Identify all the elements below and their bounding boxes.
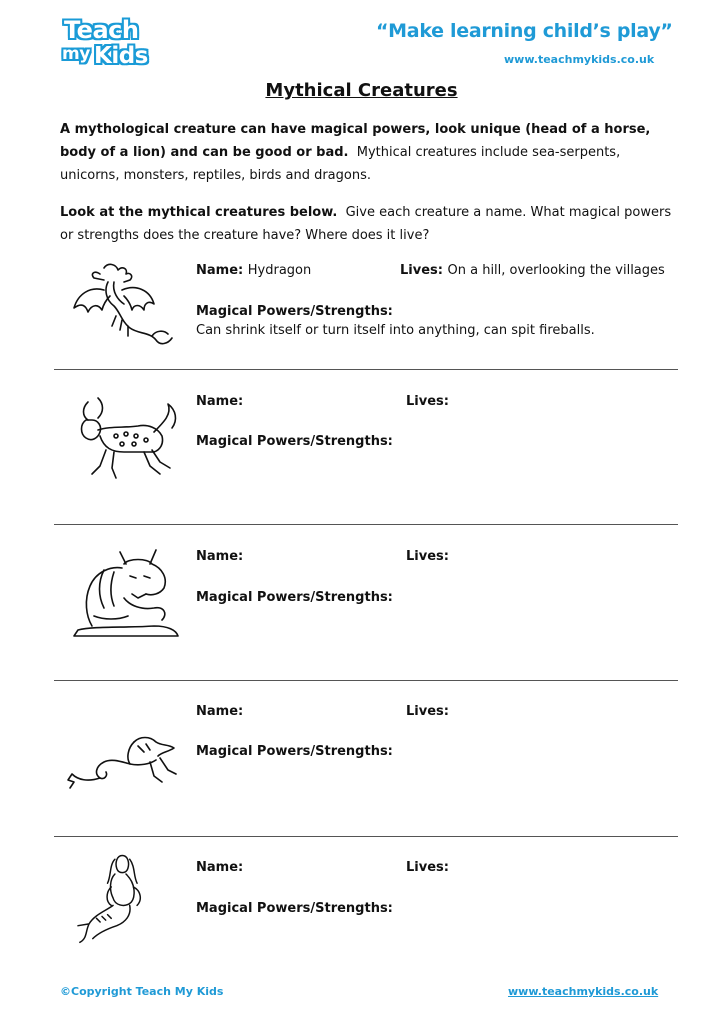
powers-label: Magical Powers/Strengths: [196, 304, 393, 319]
name-label: Name: [196, 263, 244, 278]
merman-illustration [64, 850, 188, 946]
page-title: Mythical Creatures [265, 80, 458, 101]
dragon-illustration [64, 260, 188, 356]
instructions-paragraph [60, 201, 680, 247]
powers-label-5: Magical Powers/Strengths: [196, 901, 393, 916]
intro-text: Mythical creatures include sea-serpents, unicorns, monsters, reptiles, birds and dragons. [60, 145, 621, 183]
powers-label-4: Magical Powers/Strengths: [196, 744, 393, 759]
name-label-2: Name: [196, 394, 244, 409]
logo-text-my: my [62, 44, 90, 64]
sea-serpent-icon [64, 716, 188, 812]
name-value: Hydragon [247, 263, 312, 278]
intro-bold-text: A mythological creature can have magical powers, look unique (head of a horse, body of a lion) and can be good or bad. [60, 122, 651, 160]
lives-label-2: Lives: [406, 394, 449, 409]
lives-label-5: Lives: [406, 860, 449, 875]
teach-my-kids-logo [60, 14, 162, 76]
horned-beast-icon [64, 392, 188, 488]
lives-value: On a hill, overlooking the villages [447, 263, 665, 278]
lives-label-3: Lives: [406, 549, 449, 564]
footer-website-link[interactable]: www.teachmykids.co.uk [508, 985, 659, 998]
row-divider [54, 524, 678, 525]
name-label-3: Name: [196, 549, 244, 564]
tagline: “Make learning child’s play” [376, 20, 673, 42]
gargoyle-icon [64, 546, 188, 642]
row-divider [54, 836, 678, 837]
powers-label-2: Magical Powers/Strengths: [196, 434, 393, 449]
horned-beast-illustration [64, 392, 188, 488]
lives-label: Lives: [400, 263, 443, 278]
name-label-5: Name: [196, 860, 244, 875]
logo-text-kids: Kids [94, 43, 148, 69]
dragon-icon [64, 260, 188, 356]
logo-text-teach: Teach [64, 16, 139, 44]
lives-label-4: Lives: [406, 704, 449, 719]
lives-field [400, 263, 665, 278]
powers-label-3: Magical Powers/Strengths: [196, 590, 393, 605]
instructions-bold-text: Look at the mythical creatures below. [60, 205, 338, 220]
sea-serpent-illustration [64, 716, 188, 812]
powers-value: Can shrink itself or turn itself into anything, can spit fireballs. [196, 323, 595, 338]
row-divider [54, 369, 678, 370]
instructions-text: Give each creature a name. What magical powers or strengths does the creature have? Where does it live? [60, 205, 672, 243]
name-label-4: Name: [196, 704, 244, 719]
row-divider [54, 680, 678, 681]
intro-paragraph [60, 118, 680, 187]
gargoyle-illustration [64, 546, 188, 642]
header-website: www.teachmykids.co.uk [504, 53, 655, 66]
merman-icon [64, 850, 188, 946]
name-field [196, 263, 311, 278]
footer-copyright: ©Copyright Teach My Kids [60, 985, 224, 998]
